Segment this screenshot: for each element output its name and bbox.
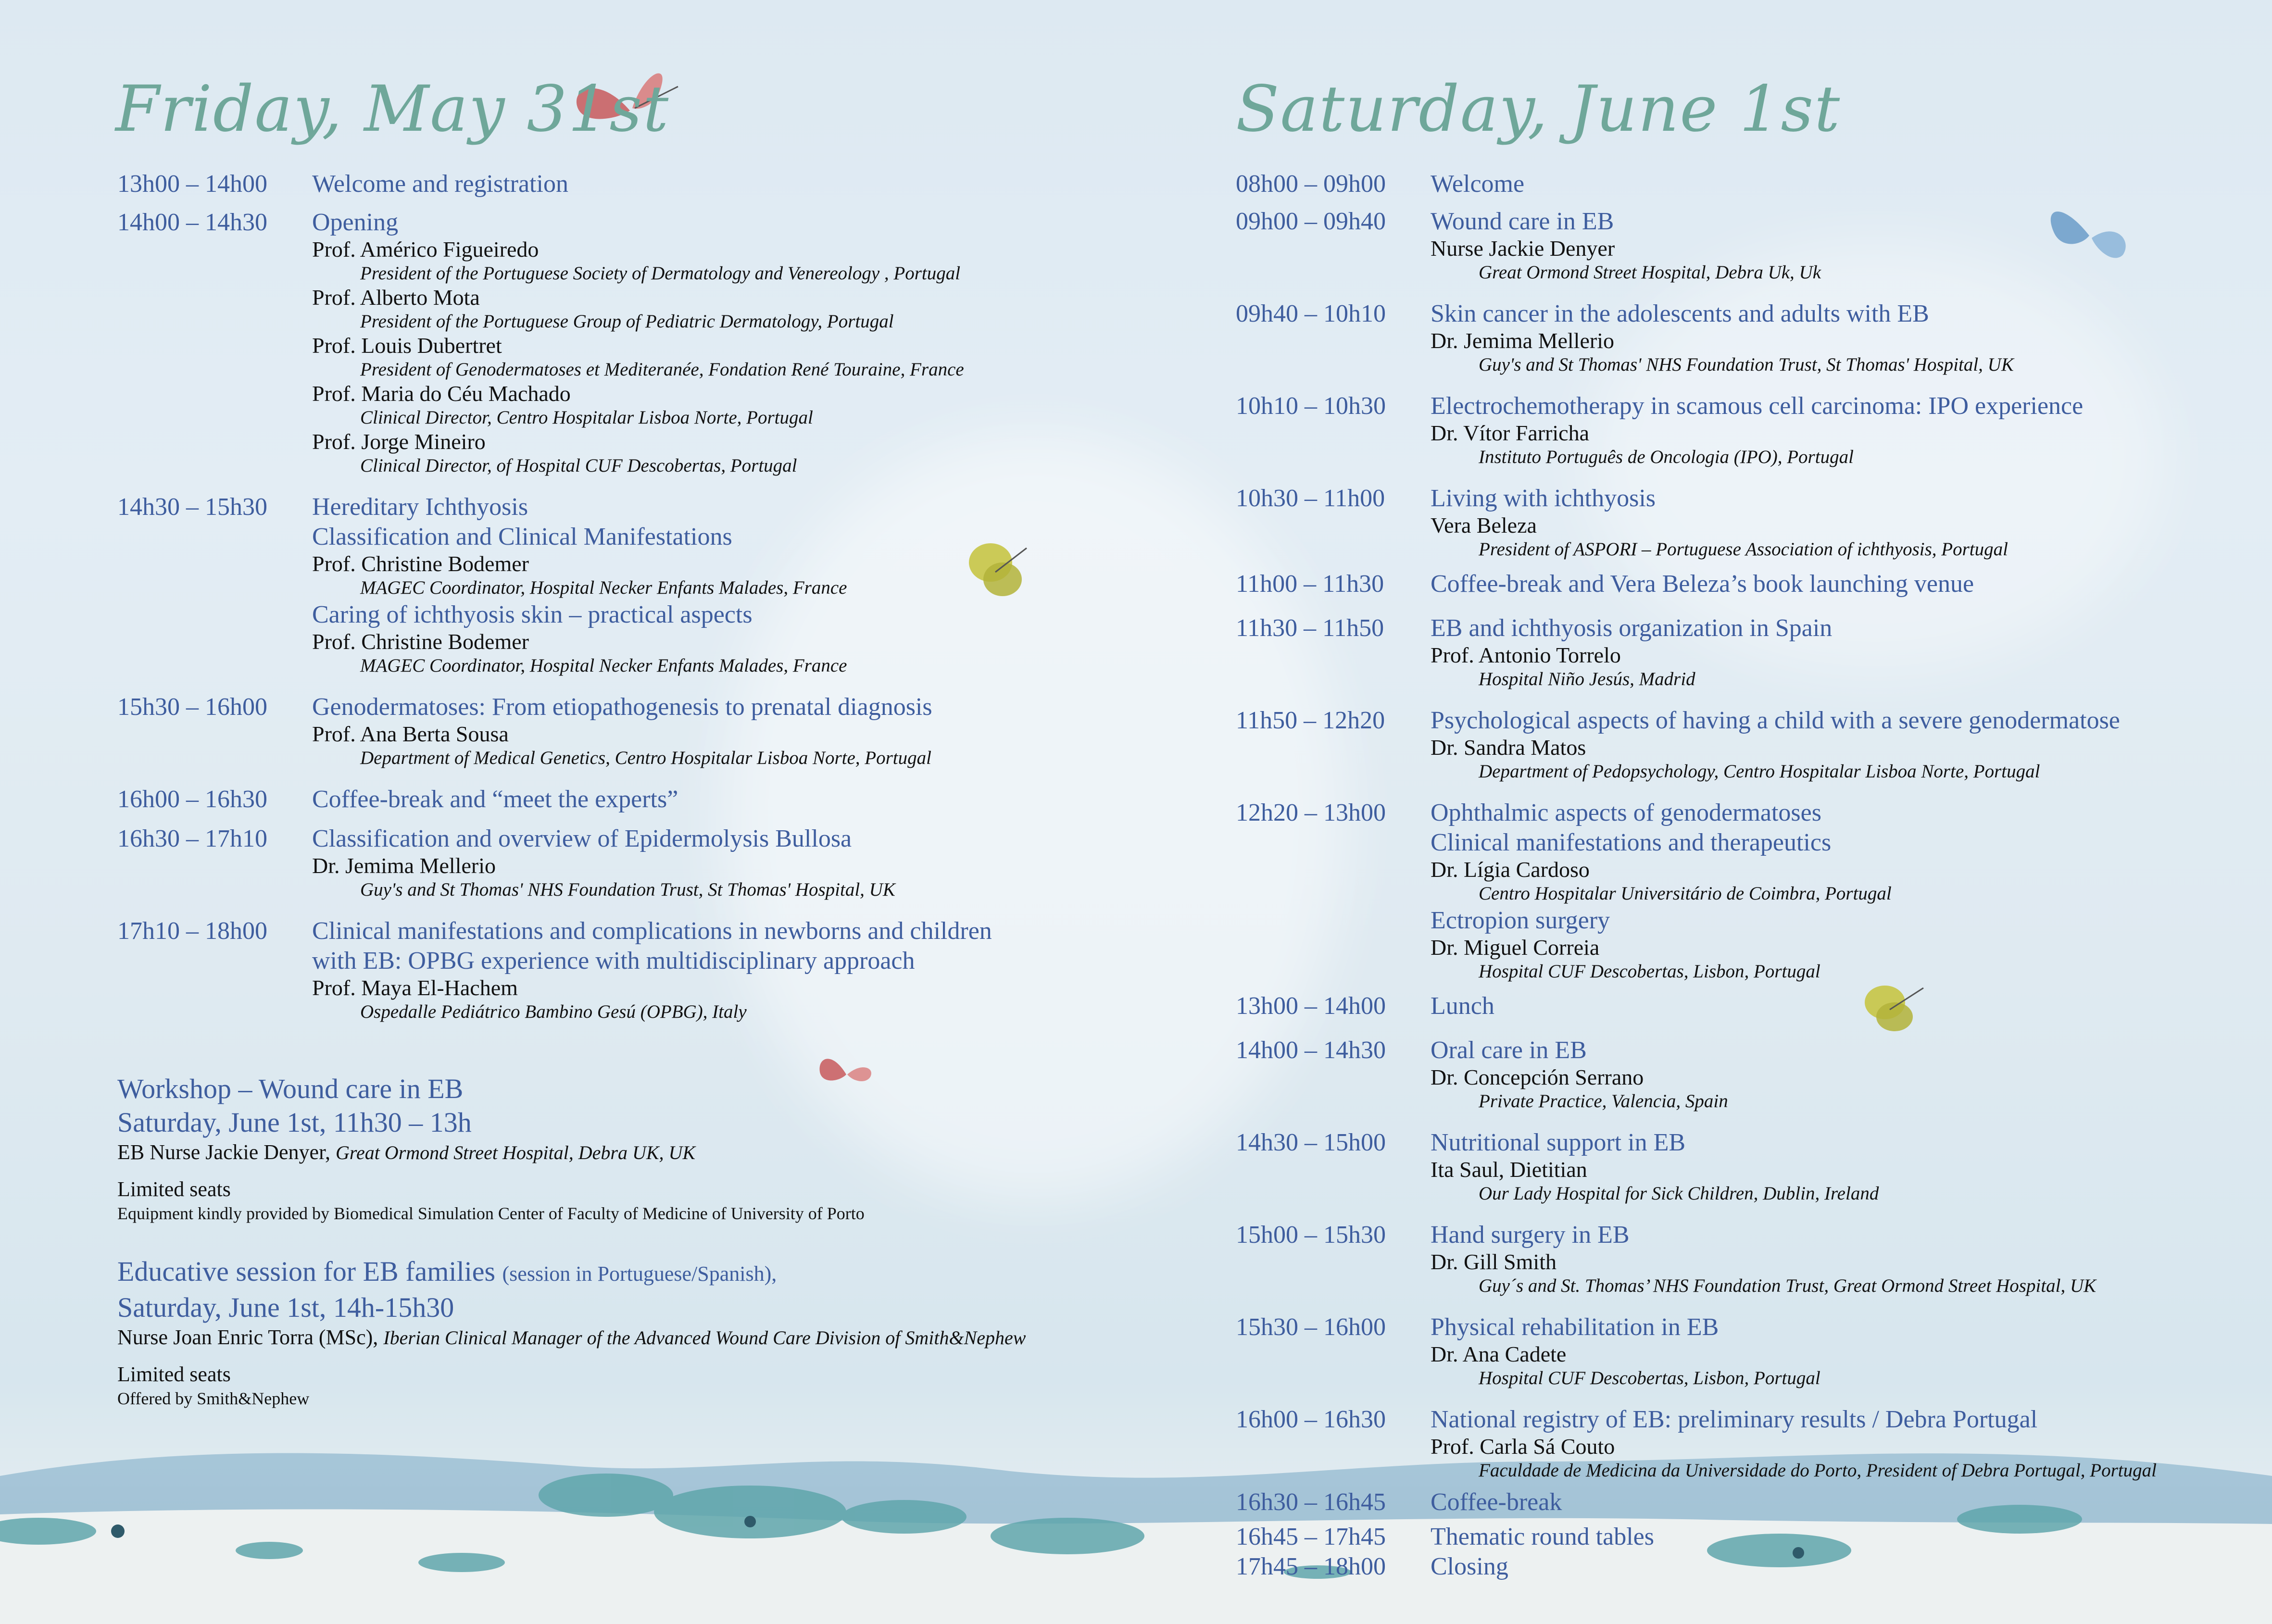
session-title: Classification and Clinical Manifestations (312, 523, 732, 550)
speaker-name: Dr. Sandra Matos (1431, 735, 1586, 760)
educative-note: Offered by Smith&Nephew (117, 1389, 310, 1408)
speaker-name: Dr. Concepción Serrano (1431, 1065, 1644, 1089)
speaker-affiliation: Hospital CUF Descobertas, Lisbon, Portugal (1479, 1368, 1820, 1388)
saturday-schedule (1236, 169, 2246, 1592)
schedule-slot (1236, 1128, 2246, 1206)
slot-body (1431, 1128, 2246, 1206)
slot-time: 11h30 – 11h50 (1236, 614, 1384, 642)
session-title: Thematic round tables (1431, 1523, 1654, 1550)
schedule-slot (1236, 169, 2246, 199)
slot-time: 14h30 – 15h00 (1236, 1129, 1386, 1156)
schedule-slot (1236, 299, 2246, 377)
speaker-name: Prof. Jorge Mineiro (312, 429, 486, 454)
session-title: Electrochemotherapy in scamous cell carcinoma: IPO experience (1431, 392, 2084, 420)
session-title: Coffee-break and Vera Beleza’s book launching venue (1431, 570, 1974, 598)
slot-body (1431, 991, 2246, 1021)
slot-body (1431, 613, 2246, 691)
speaker-affiliation: MAGEC Coordinator, Hospital Necker Enfants Malades, France (360, 655, 847, 676)
slot-time: 11h50 – 12h20 (1236, 707, 1385, 734)
speaker-affiliation: Guy's and St Thomas' NHS Foundation Trust, St Thomas' Hospital, UK (1479, 354, 2014, 375)
session-title: Welcome and registration (312, 170, 568, 198)
day-title: Saturday, June 1st (1236, 72, 1841, 146)
schedule-slot (1236, 1522, 2246, 1552)
slot-body (1431, 207, 2246, 285)
slot-body (1431, 1522, 2246, 1552)
session-title: Oral care in EB (1431, 1037, 1587, 1064)
speaker-affiliation: Hospital CUF Descobertas, Lisbon, Portugal (1479, 961, 1820, 982)
session-title: Skin cancer in the adolescents and adults with EB (1431, 300, 1929, 327)
schedule-slot (1236, 991, 2246, 1021)
session-title: Ectropion surgery (1431, 907, 1610, 934)
speaker-affiliation: Department of Pedopsychology, Centro Hospitalar Lisboa Norte, Portugal (1479, 761, 2040, 782)
slot-time: 17h45 – 18h00 (1236, 1553, 1386, 1580)
session-title: Living with ichthyosis (1431, 485, 1656, 512)
slot-body (1431, 1405, 2246, 1483)
speaker-affiliation: Great Ormond Street Hospital, Debra Uk, Uk (1479, 262, 1821, 283)
speaker-affiliation: Our Lady Hospital for Sick Children, Dublin, Ireland (1479, 1183, 1879, 1204)
speaker-name: Prof. Alberto Mota (312, 285, 480, 310)
speaker-affiliation: Clinical Director, of Hospital CUF Descobertas, Portugal (360, 455, 797, 476)
slot-time: 14h00 – 14h30 (117, 209, 267, 236)
schedule-slot (1236, 613, 2246, 691)
slot-time: 12h20 – 13h00 (1236, 799, 1386, 826)
session-title: Welcome (1431, 170, 1525, 198)
speaker-affiliation: Faculdade de Medicina da Universidade do Porto, President of Debra Portugal, Portugal (1479, 1460, 2157, 1481)
session-title: Coffee-break (1431, 1488, 1562, 1516)
schedule-slot (1236, 484, 2246, 562)
educative-limited: Limited seats (117, 1362, 231, 1386)
slot-body (1431, 1487, 2246, 1517)
schedule-slot (1236, 1552, 2246, 1582)
speaker-name: Dr. Lígia Cardoso (1431, 857, 1590, 882)
workshop-note: Equipment kindly provided by Biomedical Simulation Center of Faculty of Medicine of University of Porto (117, 1204, 865, 1223)
speaker-name: Prof. Maria do Céu Machado (312, 381, 571, 406)
speaker-name: Prof. Américo Figueiredo (312, 237, 539, 262)
session-title: Clinical manifestations and therapeutics (1431, 829, 1832, 856)
slot-time: 17h10 – 18h00 (117, 917, 267, 945)
session-title: Physical rehabilitation in EB (1431, 1313, 1719, 1341)
speaker-name: Nurse Jackie Denyer (1431, 236, 1615, 261)
slot-time: 16h30 – 17h10 (117, 825, 267, 852)
schedule-slot (1236, 1312, 2246, 1390)
schedule-slot (1236, 798, 2246, 984)
slot-body (1431, 569, 2246, 599)
slot-time: 09h00 – 09h40 (1236, 208, 1386, 235)
slot-time: 16h30 – 16h45 (1236, 1488, 1386, 1516)
slot-time: 15h30 – 16h00 (1236, 1313, 1386, 1341)
slot-time: 15h00 – 15h30 (1236, 1221, 1386, 1249)
speaker-name: Dr. Miguel Correia (1431, 935, 1600, 960)
slot-time: 13h00 – 14h00 (117, 170, 267, 198)
educative-speaker: Nurse Joan Enric Torra (MSc), Iberian Clinical Manager of the Advanced Wound Care Division of Smith&Nephew (117, 1325, 1026, 1349)
session-title: Classification and overview of Epidermolysis Bullosa (312, 825, 852, 852)
educative-title: Educative session for EB families (session in Portuguese/Spanish), (117, 1256, 777, 1287)
speaker-name: Vera Beleza (1431, 513, 1537, 537)
slot-time: 10h10 – 10h30 (1236, 392, 1386, 420)
speaker-name: Dr. Jemima Mellerio (312, 853, 496, 878)
slot-time: 11h00 – 11h30 (1236, 570, 1384, 598)
speaker-affiliation: Department of Medical Genetics, Centro Hospitalar Lisboa Norte, Portugal (360, 748, 931, 768)
session-title: Psychological aspects of having a child with a severe genodermatose (1431, 707, 2120, 734)
speaker-affiliation: President of the Portuguese Society of Dermatology and Venereology , Portugal (360, 263, 961, 284)
schedule-slot (1236, 1405, 2246, 1483)
slot-time: 08h00 – 09h00 (1236, 170, 1386, 198)
speaker-name: Prof. Christine Bodemer (312, 629, 529, 654)
slot-time: 16h45 – 17h45 (1236, 1523, 1386, 1550)
speaker-name: Prof. Ana Berta Sousa (312, 722, 509, 746)
schedule-slot (1236, 391, 2246, 469)
slot-body (1431, 484, 2246, 562)
slot-body (1431, 1552, 2246, 1582)
slot-time: 16h00 – 16h30 (117, 786, 267, 813)
session-title: Hereditary Ichthyosis (312, 493, 528, 521)
slot-body (1431, 1312, 2246, 1390)
schedule-slot (1236, 1036, 2246, 1113)
session-title: National registry of EB: preliminary results / Debra Portugal (1431, 1406, 2038, 1433)
speaker-name: Dr. Vítor Farricha (1431, 421, 1590, 445)
session-title: Wound care in EB (1431, 208, 1614, 235)
session-title: EB and ichthyosis organization in Spain (1431, 614, 1833, 642)
session-title: Hand surgery in EB (1431, 1221, 1630, 1249)
speaker-affiliation: Centro Hospitalar Universitário de Coimbra, Portugal (1479, 883, 1892, 904)
speaker-affiliation: MAGEC Coordinator, Hospital Necker Enfants Malades, France (360, 577, 847, 598)
session-title: Clinical manifestations and complications in newborns and children (312, 917, 992, 945)
speaker-name: Ita Saul, Dietitian (1431, 1157, 1587, 1182)
slot-time: 14h30 – 15h30 (117, 493, 267, 521)
schedule-slot (1236, 1220, 2246, 1298)
workshop-limited: Limited seats (117, 1177, 231, 1201)
slot-time: 15h30 – 16h00 (117, 693, 267, 721)
session-title: Genodermatoses: From etiopathogenesis to prenatal diagnosis (312, 693, 932, 721)
speaker-affiliation: Ospedalle Pediátrico Bambino Gesú (OPBG), Italy (360, 1001, 747, 1022)
speaker-affiliation: President of Genodermatoses et Mediteranée, Fondation René Touraine, France (360, 359, 964, 380)
slot-body (1431, 391, 2246, 469)
speaker-affiliation: Hospital Niño Jesús, Madrid (1479, 669, 1695, 689)
speaker-name: Dr. Jemima Mellerio (1431, 328, 1614, 353)
workshop-speaker: EB Nurse Jackie Denyer, Great Ormond Street Hospital, Debra UK, UK (117, 1140, 696, 1164)
session-title: Caring of ichthyosis skin – practical aspects (312, 601, 753, 628)
speaker-name: Prof. Carla Sá Couto (1431, 1434, 1615, 1459)
speaker-affiliation: President of ASPORI – Portuguese Association of ichthyosis, Portugal (1479, 539, 2008, 560)
slot-body (1431, 706, 2246, 784)
slot-time: 13h00 – 14h00 (1236, 992, 1386, 1020)
speaker-name: Prof. Christine Bodemer (312, 551, 529, 576)
speaker-name: Dr. Gill Smith (1431, 1249, 1557, 1274)
speaker-affiliation: Instituto Português de Oncologia (IPO), Portugal (1479, 447, 1854, 467)
educative-date: Saturday, June 1st, 14h-15h30 (117, 1292, 454, 1323)
schedule-slot (1236, 569, 2246, 599)
speaker-name: Prof. Maya El-Hachem (312, 975, 518, 1000)
schedule-slot (1236, 706, 2246, 784)
slot-body (1431, 299, 2246, 377)
schedule-slot (1236, 207, 2246, 285)
session-title: Lunch (1431, 992, 1494, 1020)
session-title: Opening (312, 209, 399, 236)
slot-body (1431, 169, 2246, 199)
slot-time: 14h00 – 14h30 (1236, 1037, 1386, 1064)
speaker-affiliation: Clinical Director, Centro Hospitalar Lisboa Norte, Portugal (360, 407, 813, 428)
day-title: Friday, May 31st (115, 72, 670, 146)
slot-time: 16h00 – 16h30 (1236, 1406, 1386, 1433)
speaker-affiliation: Guy's and St Thomas' NHS Foundation Trust, St Thomas' Hospital, UK (360, 879, 895, 900)
session-title: Coffee-break and “meet the experts” (312, 786, 678, 813)
slot-body (1431, 1036, 2246, 1113)
schedule-slot (1236, 1487, 2246, 1517)
speaker-name: Prof. Louis Dubertret (312, 333, 502, 358)
session-title: Nutritional support in EB (1431, 1129, 1686, 1156)
speaker-name: Prof. Antonio Torrelo (1431, 643, 1621, 667)
speaker-affiliation: Private Practice, Valencia, Spain (1479, 1091, 1728, 1112)
slot-time: 10h30 – 11h00 (1236, 485, 1385, 512)
slot-body (1431, 1220, 2246, 1298)
workshop-title: Workshop – Wound care in EB (117, 1073, 464, 1104)
speaker-affiliation: President of the Portuguese Group of Pediatric Dermatology, Portugal (360, 311, 894, 332)
slot-body (1431, 798, 2246, 984)
speaker-affiliation: Guy´s and St. Thomas’ NHS Foundation Trust, Great Ormond Street Hospital, UK (1479, 1275, 2096, 1296)
session-title: with EB: OPBG experience with multidisciplinary approach (312, 947, 915, 974)
session-title: Closing (1431, 1553, 1508, 1580)
workshop-date: Saturday, June 1st, 11h30 – 13h (117, 1107, 472, 1138)
slot-time: 09h40 – 10h10 (1236, 300, 1386, 327)
speaker-name: Dr. Ana Cadete (1431, 1342, 1567, 1366)
session-title: Ophthalmic aspects of genodermatoses (1431, 799, 1821, 826)
